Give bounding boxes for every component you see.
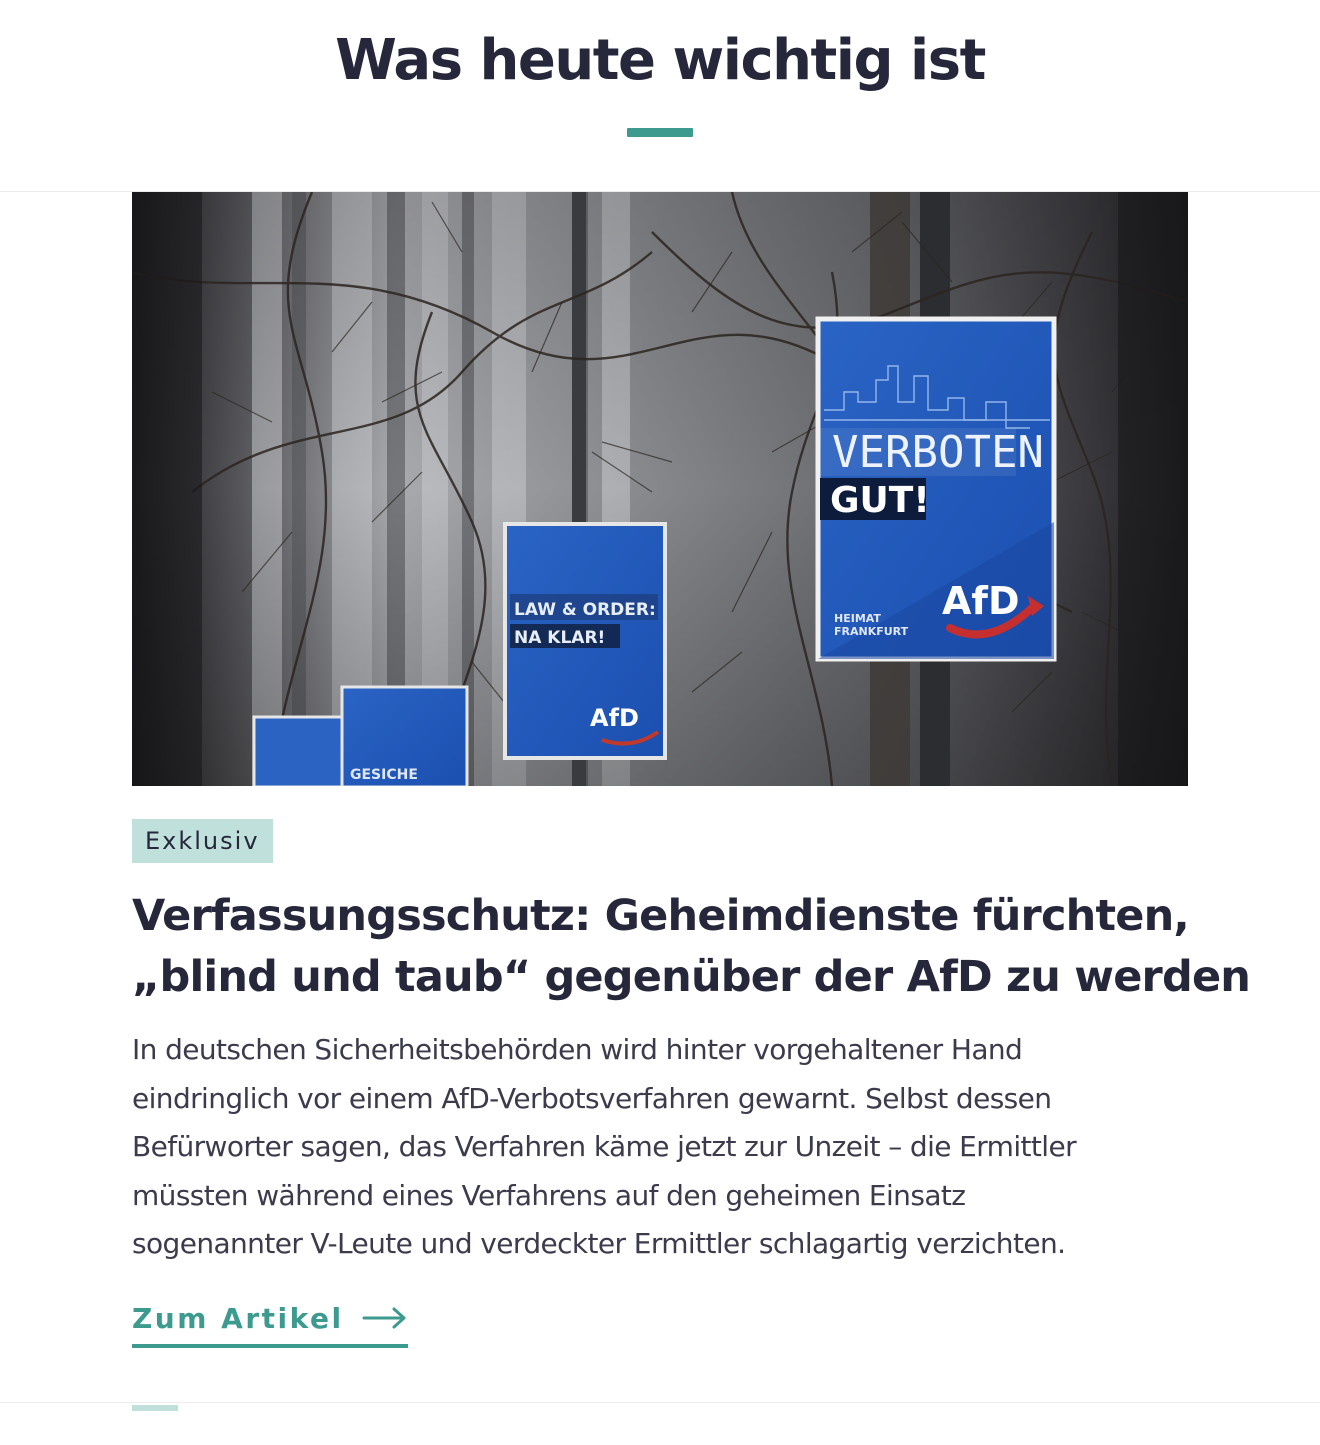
next-item-accent (132, 1405, 178, 1411)
poster-mid-logo: AfD (590, 704, 639, 732)
arrow-right-icon (362, 1306, 408, 1330)
poster-mid-line2: NA KLAR! (514, 628, 606, 648)
read-article-link[interactable] (132, 1296, 408, 1348)
headline-line[interactable]: Verfassungsschutz: Geheimdienste fürchten, (132, 891, 1189, 941)
hero-photo-illustration (132, 192, 1188, 786)
poster-main-footer-line1: HEIMAT (834, 612, 881, 625)
exclusive-badge: Exklusiv (132, 819, 273, 863)
poster-small-text: GESICHE (350, 767, 418, 783)
teaser-line: müssten während eines Verfahrens auf den geheimen Einsatz (132, 1178, 966, 1212)
teaser-line: Befürworter sagen, das Verfahren käme jetzt zur Unzeit – die Ermittler (132, 1130, 1077, 1163)
bottom-divider (0, 1402, 1320, 1403)
poster-main-logo: AfD (942, 579, 1020, 623)
read-article-label: Zum Artikel (132, 1301, 344, 1335)
poster-main-line1: VERBOTEN (832, 427, 1044, 478)
section-title: Was heute wichtig ist (335, 28, 985, 93)
teaser-line: eindringlich vor einem AfD-Verbotsverfahren gewarnt. Selbst dessen (132, 1081, 1052, 1115)
poster-main-footer-line2: FRANKFURT (834, 625, 909, 638)
poster-mid-line1: LAW & ORDER: (514, 600, 656, 620)
teaser-line: sogenannter V-Leute und verdeckter Ermittler schlagartig verzichten. (132, 1227, 1066, 1260)
teaser-line: In deutschen Sicherheitsbehörden wird hinter vorgehaltener Hand (132, 1033, 1023, 1066)
poster-main-line2: GUT! (830, 480, 930, 521)
article-headline[interactable] (132, 886, 1251, 1008)
headline-line[interactable]: „blind und taub“ gegenüber der AfD zu werden (132, 952, 1251, 1002)
article-hero-image[interactable] (132, 192, 1188, 786)
article-teaser (132, 1026, 1172, 1269)
section-title-underline (627, 128, 693, 137)
